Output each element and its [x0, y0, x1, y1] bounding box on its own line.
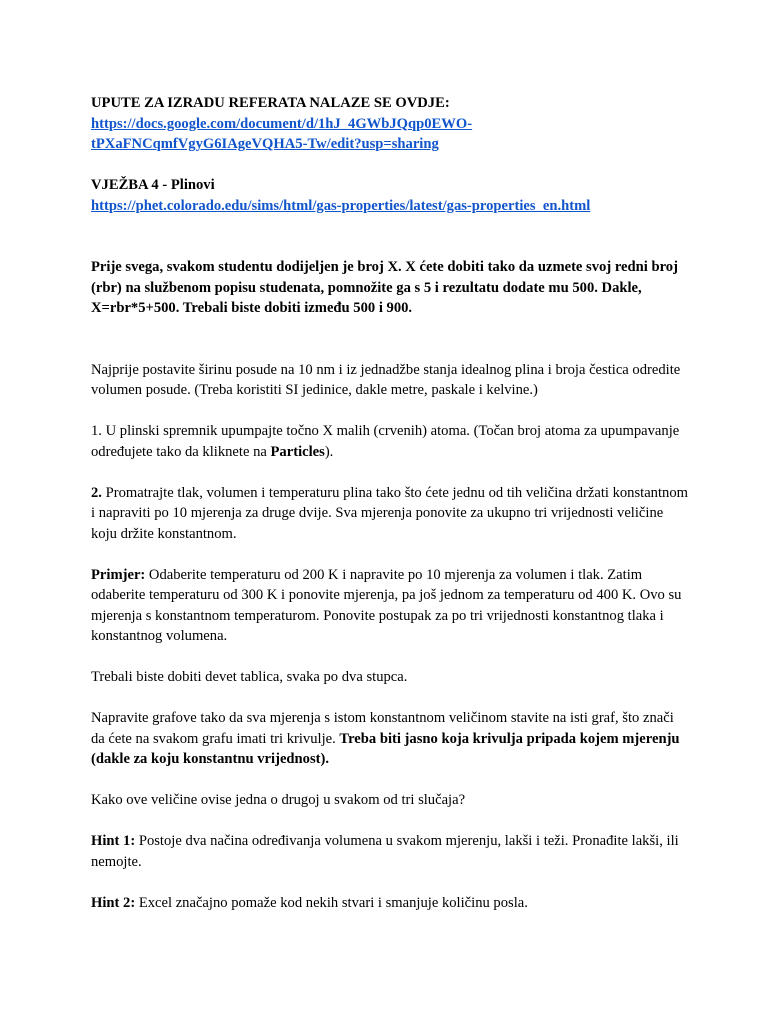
example-label: Primjer: [91, 566, 146, 583]
setup-paragraph: Najprije postavite širinu posude na 10 nm i iz jednadžbe stanja idealnog plina i broja čestica odredite volumen posude. (Treba koristiti SI jedinice, dakle metre, paskale i kelvine.) [91, 361, 681, 398]
step-1-tail: ). [324, 443, 334, 460]
question-paragraph: Kako ove veličine ovise jedna o drugoj u svakom od tri slučaja? [91, 792, 466, 808]
hint-1-paragraph [91, 831, 691, 872]
instructions-link-line-2[interactable]: tPXaFNCqmfVgyG6IAgeVQHA5-Tw/edit?usp=sharing [91, 136, 439, 152]
hint-1-text: Postoje dva načina određivanja volumena u svakom mjerenju, lakši i teži. Pronađite lakši, ili nemojte. [91, 833, 679, 870]
intro-paragraph: Prije svega, svakom studentu dodijeljen je broj X. X ćete dobiti tako da uzmete svoj redni broj (rbr) na službenom popisu studenata, pomnožite ga s 5 i rezultatu dodate mu 500. Dakle, X=rbr*5+500. Trebali biste dobiti između 500 i 900. [91, 259, 678, 316]
particles-label: Particles [270, 443, 325, 460]
graphs-emphasis: Treba biti jasno koja krivulja pripada kojem mjerenju (dakle za koju konstantnu vrijednost). [91, 730, 680, 767]
hint-2-label: Hint 2: [91, 894, 136, 911]
example-paragraph [91, 565, 691, 647]
step-2-paragraph [91, 483, 691, 545]
step-2-label: 2. [91, 484, 102, 501]
simulation-link[interactable]: https://phet.colorado.edu/sims/html/gas-properties/latest/gas-properties_en.html [91, 197, 591, 214]
tables-paragraph: Trebali biste dobiti devet tablica, svaka po dva stupca. [91, 669, 408, 685]
instructions-link-line-1[interactable]: https://docs.google.com/document/d/1hJ_4GWbJQqp0EWO- [91, 115, 473, 132]
hint-2-text: Excel značajno pomaže kod nekih stvari i smanjuje količinu posla. [135, 894, 528, 911]
graphs-paragraph [91, 708, 691, 770]
graphs-text: Napravite grafove tako da sva mjerenja s istom konstantnom veličinom stavite na isti graf, što znači da ćete na svakom grafu imati tri krivulje. [91, 710, 674, 747]
step-2-text: Promatrajte tlak, volumen i temperaturu plina tako što ćete jednu od tih veličina držati konstantnom i napraviti po 10 mjerenja za druge dvije. Sva mjerenja ponovite za ukupno tri vrijednosti veličine koju držite konstantnom. [91, 484, 688, 542]
hint-1-label: Hint 1: [91, 833, 136, 849]
document-page [91, 93, 691, 913]
step-1-paragraph [91, 421, 691, 462]
hint-2-paragraph [91, 893, 691, 914]
instructions-heading: UPUTE ZA IZRADU REFERATA NALAZE SE OVDJE: [91, 95, 450, 111]
exercise-title: VJEŽBA 4 - Plinovi [91, 177, 215, 193]
step-1-text: 1. U plinski spremnik upumpajte točno X malih (crvenih) atoma. (Točan broj atoma za upumpavanje određujete tako da kliknete na [91, 423, 680, 460]
example-text: Odaberite temperaturu od 200 K i napravite po 10 mjerenja za volumen i tlak. Zatim odaberite temperaturu od 300 K i ponovite mjerenja, pa još jednom za temperaturu od 400 K. Ovo su mjerenja s konstantnom temperaturom. Ponovite postupak za po tri vrijednosti konstantnog tlaka i konstantnog volumena. [91, 566, 682, 644]
